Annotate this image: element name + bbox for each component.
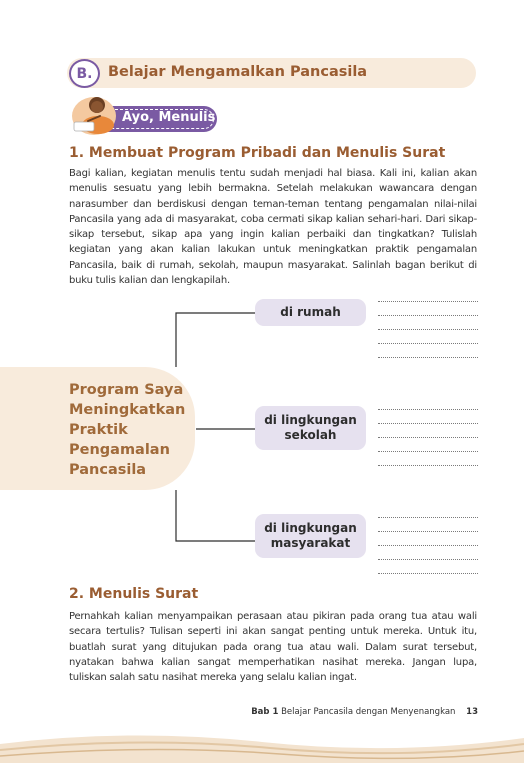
paragraph-1: Bagi kalian, kegiatan menulis tentu sudah menjadi hal biasa. Kali ini, kalian akan menulis sesuatu yang lebih bermakna. Setelah melakukan wawancara dengan narasumber dan berdiskusi dengan teman-teman tentang pengamalan nilai-nilai Pancasila yang ada di masyarakat, coba cermati sikap kalian sehari-hari. Dari sikap-sikap tersebut, sikap apa yang ingin kalian perbaiki dan tingkatkan? Tulislah kegiatan yang akan kalian lakukan untuk meningkatkan praktik pengamalan Pancasila, baik di rumah, sekolah, maupun masyarakat. Salinlah bagan berikut di buku tulis kalian dan lengkapilah.	[69, 168, 477, 287]
branch-school: di lingkungan sekolah	[255, 406, 366, 450]
section-letter-badge: B.	[69, 59, 100, 88]
footer-chapter: Bab 1	[251, 707, 279, 717]
page-footer	[251, 707, 478, 717]
branch-community: di lingkungan masyarakat	[255, 514, 366, 558]
footer-chapter-title: Belajar Pancasila dengan Menyenangkan	[281, 707, 456, 717]
activity-badge-label: Ayo, Menulis	[122, 110, 216, 125]
program-center-label: Program Saya Meningkatkan Praktik Pengamalan Pancasila	[69, 382, 186, 478]
page-number: 13	[466, 707, 478, 717]
heading-1: 1. Membuat Program Pribadi dan Menulis Surat	[69, 145, 446, 161]
branch-home: di rumah	[255, 299, 366, 326]
heading-2: 2. Menulis Surat	[69, 586, 199, 602]
section-title: Belajar Mengamalkan Pancasila	[108, 64, 368, 80]
paragraph-2: Pernahkah kalian menyampaikan perasaan atau pikiran pada orang tua atau wali secara tertulis? Tulisan seperti ini akan sangat penting untuk mereka. Untuk itu, buatlah surat yang ditujukan pada orang tua atau wali. Dalam surat tersebut, nyatakan bahwa kalian sangat memperhatikan nasihat mereka. Jangan lupa, tuliskan salah satu nasihat mereka yang selalu kalian ingat.	[69, 611, 477, 684]
answer-lines-community	[378, 504, 478, 574]
answer-lines-home	[378, 288, 478, 358]
decorative-waves	[0, 722, 524, 763]
answer-lines-school	[378, 396, 478, 466]
